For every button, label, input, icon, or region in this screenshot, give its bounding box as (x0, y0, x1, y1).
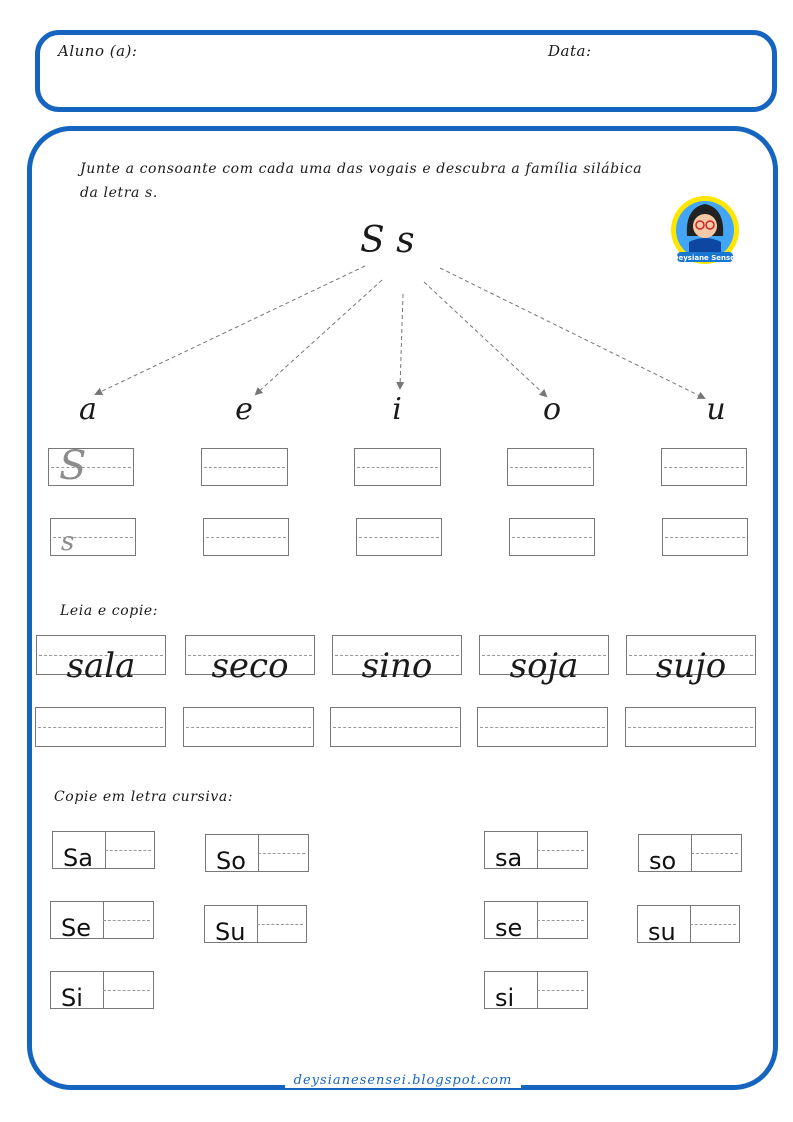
syllable-box-lower-e[interactable] (203, 518, 289, 556)
copy-box-soja[interactable] (477, 707, 608, 747)
syllable-box-lower-i[interactable] (356, 518, 442, 556)
copy-box-sala[interactable] (35, 707, 166, 747)
word-soja: soja (509, 646, 579, 686)
word-box-soja (479, 635, 609, 686)
vowel-o: o (542, 392, 562, 427)
syllable-Si[interactable]: Si (50, 971, 154, 1009)
syllable-box-lower-a[interactable] (50, 518, 136, 556)
syllable-si[interactable]: si (484, 971, 588, 1009)
syllable-box-upper-i[interactable] (354, 448, 441, 486)
copy-box-sino[interactable] (330, 707, 461, 747)
syllable-box-lower-u[interactable] (662, 518, 748, 556)
footer-site: deysianesensei.blogspot.com (285, 1073, 521, 1088)
syllable-su[interactable]: su (637, 905, 740, 943)
date-label: Data: (548, 42, 592, 60)
copy-box-sujo[interactable] (625, 707, 756, 747)
read-copy-label: Leia e copie: (60, 603, 159, 619)
instruction-line-2: da letra s. (80, 185, 158, 201)
syllable-Se[interactable]: Se (50, 901, 154, 939)
word-sujo: sujo (655, 646, 727, 686)
copy-box-seco[interactable] (183, 707, 314, 747)
arrow-a (96, 266, 365, 394)
syllable-Su[interactable]: Su (204, 905, 307, 943)
word-box-sala (36, 635, 166, 686)
syllable-se[interactable]: se (484, 901, 588, 939)
vowel-e: e (235, 392, 253, 427)
syllable-box-lower-o[interactable] (509, 518, 595, 556)
instruction-line-1: Junte a consoante com cada uma das vogais e descubra a família silábica (80, 161, 643, 177)
syllable-box-upper-a[interactable] (48, 443, 134, 489)
word-sino: sino (361, 646, 433, 686)
word-box-sujo (626, 635, 756, 686)
syllable-so[interactable]: so (638, 834, 742, 872)
syllable-So[interactable]: So (205, 834, 309, 872)
arrow-e (256, 280, 382, 394)
vowel-i: i (392, 392, 402, 427)
logo-text: Deysiane Sensei (672, 254, 738, 262)
word-seco: seco (211, 646, 289, 686)
arrow-i (400, 294, 403, 388)
word-sala: sala (66, 646, 136, 686)
arrows-diagram (0, 0, 793, 420)
trace-letter-lower: s (61, 527, 75, 557)
syllable-box-upper-e[interactable] (201, 448, 288, 486)
main-letter: S s (360, 220, 415, 261)
word-box-seco (185, 635, 315, 686)
syllable-sa[interactable]: sa (484, 831, 588, 869)
arrow-u (440, 268, 704, 398)
syllable-box-upper-o[interactable] (507, 448, 594, 486)
vowel-a: a (79, 392, 97, 427)
syllable-box-upper-u[interactable] (661, 448, 747, 486)
trace-letter-upper: S (59, 443, 87, 489)
arrow-o (424, 282, 546, 396)
syllable-Sa[interactable]: Sa (52, 831, 155, 869)
copy-cursive-label: Copie em letra cursiva: (54, 789, 234, 805)
student-name-label: Aluno (a): (58, 42, 138, 60)
word-box-sino (332, 635, 462, 686)
vowel-u: u (706, 392, 726, 427)
